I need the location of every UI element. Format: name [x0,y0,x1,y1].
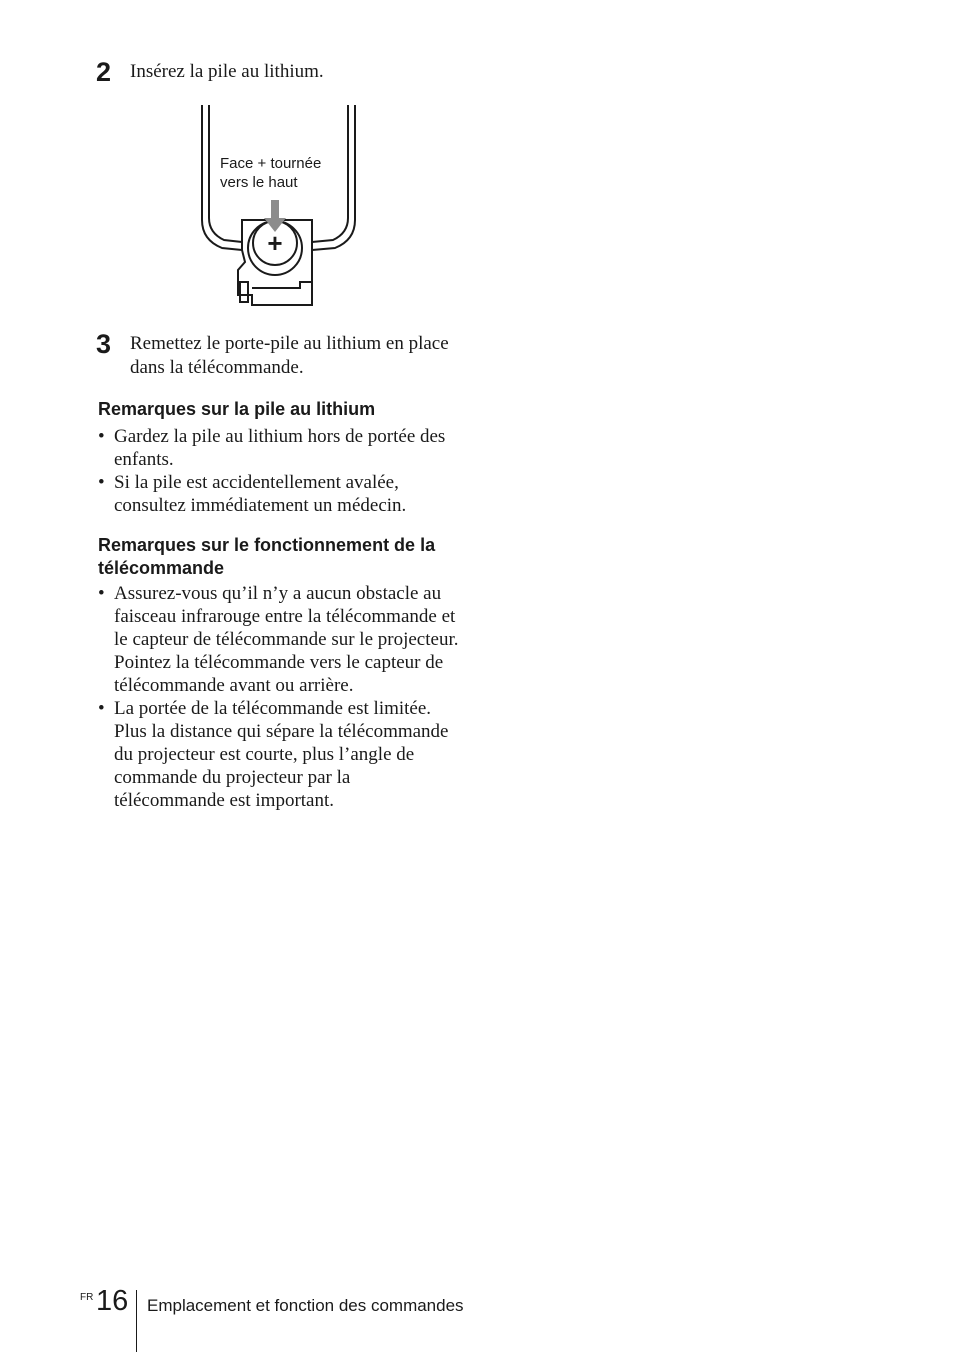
callout-line-1: Face + tournée [220,155,322,172]
list-item: • Gardez la pile au lithium hors de portée des enfants. [98,426,446,470]
battery-orientation-callout [220,154,321,192]
bullet: • [98,698,105,719]
step-text: Remettez le porte-pile au lithium en place dans la télécommande. [130,333,449,378]
remote-notes-list [98,582,460,812]
list-item: • Assurez-vous qu’il n’y a aucun obstacle au faisceau infrarouge entre la télécommande et le capteur de télécommande sur le projecteur. Pointez la télécommande vers le capteur de télécommande avant ou arrière. [98,583,459,696]
bullet: • [98,426,105,447]
page-number: 16 [96,1285,129,1317]
plus-symbol: + [267,228,283,258]
bullet: • [98,472,105,493]
bullet: • [98,583,105,604]
list-item: • Si la pile est accidentellement avalée, consultez immédiatement un médecin. [98,472,407,516]
step-text: Insérez la pile au lithium. [130,61,324,82]
step-2 [96,57,460,87]
step-number: 2 [96,57,112,87]
language-code: FR [80,1292,94,1303]
step-number: 3 [96,329,112,359]
footer-divider [136,1290,137,1352]
step-3 [96,329,460,380]
battery-notes-heading: Remarques sur la pile au lithium [98,399,376,419]
list-item: • La portée de la télécommande est limitée. Plus la distance qui sépare la télécommande du projecteur est courte, plus l’angle de commande du projecteur par la télécommande est important. [98,698,449,811]
battery-notes-list [98,425,460,517]
battery-insertion-illustration [190,100,370,315]
section-title: Emplacement et fonction des commandes [147,1296,464,1315]
callout-line-2: vers le haut [220,174,298,191]
remote-notes-heading: Remarques sur le fonctionnement de la télécommande [98,535,436,578]
